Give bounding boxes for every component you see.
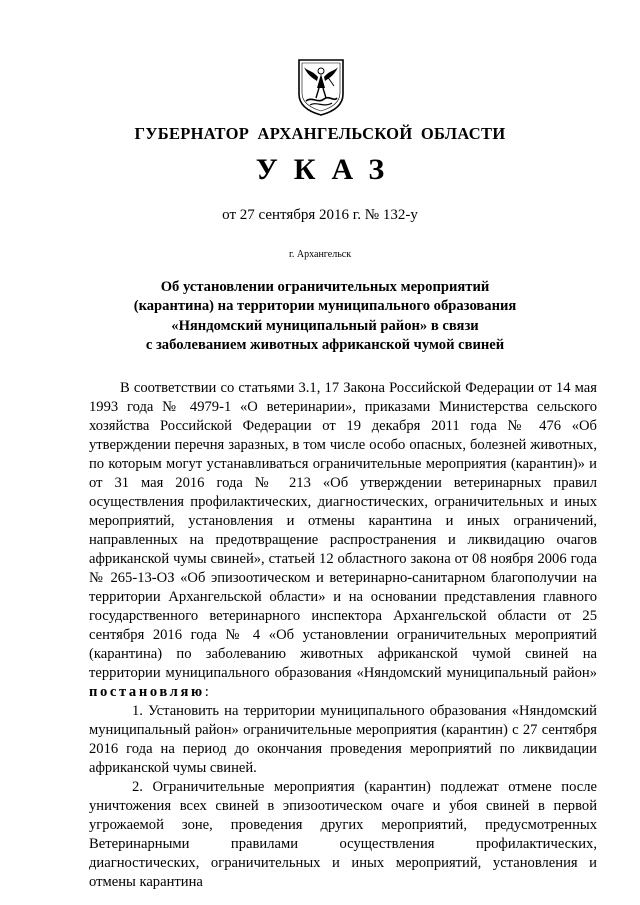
decree-title-line: «Няндомский муниципальный район» в связи <box>171 317 479 334</box>
decree-word: постановляю <box>89 684 205 700</box>
date-and-number: от 27 сентября 2016 г. № 132-у <box>222 207 418 223</box>
document-type: УКАЗ <box>255 153 401 186</box>
decree-title-line: Об установлении ограничительных мероприятий <box>160 279 490 295</box>
decree-body <box>89 379 597 892</box>
decree-title-line: (карантина) на территории муниципального образования <box>133 298 517 315</box>
item-2-paragraph: 2. Ограничительные мероприятия (карантин) подлежат отмене после уничтожения всех свиней в эпизоотическом очаге и убоя свиней в первой угрожаемой зоне, проведения других мероприятий, предусмотренных Ветеринарными правилами осуществления профилактических, диагностических, ограничительных и иных мероприятий, установления и отмены карантина <box>89 779 597 890</box>
issuer-title: ГУБЕРНАТОР АРХАНГЕЛЬСКОЙ ОБЛАСТИ <box>134 124 506 143</box>
decree-colon: : <box>204 684 209 700</box>
coat-of-arms-icon <box>296 58 346 116</box>
item-1-paragraph: 1. Установить на территории муниципального образования «Няндомский муниципальный район» ограничительные мероприятия (карантин) с 27 сентября 2016 года на период до окончания проведения мероприятий по ликвидации африканской чумы свиней. <box>89 703 597 776</box>
preamble-text: В соответствии со статьями 3.1, 17 Закона Российской Федерации от 14 мая 1993 года № 4979-1 «О ветеринарии», приказами Министерства сельского хозяйства Российской Федерации от 19 декабря 2011 года № 476 «Об утверждении перечня заразных, в том числе особо опасных, болезней животных, по которым могут устанавливаться ограничительные мероприятия (карантин)» и от 31 мая 2016 года № 213 «Об утверждении ветеринарных правил осуществления профилактических, диагностических, ограничительных и иных мероприятий, установления и отмены карантина и иных ограничений, направленных на предотвращение распространения и ликвидацию очагов африканской чумы свиней», статьей 12 областного закона от 08 ноября 2006 года № 265-13-ОЗ «Об эпизоотическом и ветеринарно-санитарном благополучии на территории Архангельской области» и на основании представления главного государственного ветеринарного инспектора Архангельской области от 25 сентября 2016 года № 4 «Об установлении ограничительных мероприятий (карантина) по заболеванию животных африканской чумой свиней на территории муниципального образования «Няндомский муниципальный район» <box>89 380 597 681</box>
city-of-issue: г. Архангельск <box>288 249 352 260</box>
decree-title <box>130 278 520 356</box>
decree-title-line: с заболеванием животных африканской чумой свиней <box>145 337 505 354</box>
preamble-paragraph <box>89 379 597 702</box>
